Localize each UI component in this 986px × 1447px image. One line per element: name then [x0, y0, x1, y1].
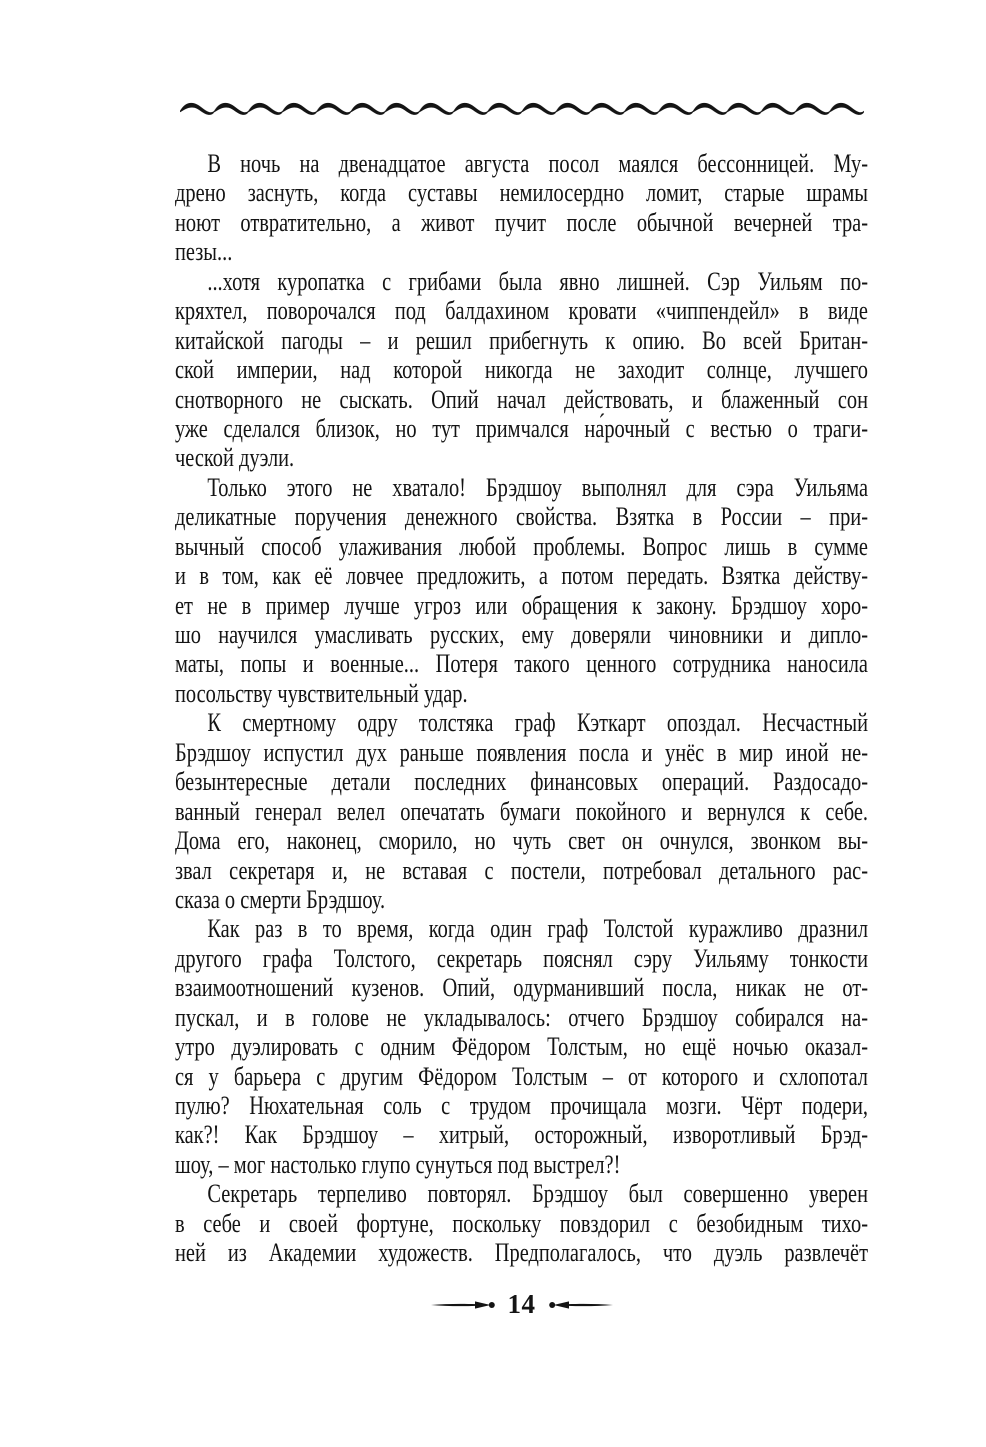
text-line: снотворного не сыскать. Опий начал действовать, и блаженный сон [175, 383, 868, 414]
text-line: посольству чувствительный удар. [175, 677, 468, 708]
text-line: взаимоотношений кузенов. Опий, одурманивший посла, никак не от- [175, 972, 868, 1003]
paragraph [175, 914, 868, 1179]
text-line: ней из Академии художеств. Предполагалось, что дуэль развлечёт [175, 1237, 868, 1268]
text-line: Секретарь терпеливо повторял. Брэдшоу был совершенно уверен [207, 1178, 869, 1209]
paragraph [175, 267, 868, 473]
text-line: утро дуэлировать с одним Фёдором Толстым, но ещё ночью оказал- [175, 1031, 868, 1062]
paragraph [175, 708, 868, 914]
text-line: пускал, и в голове не укладывалось: отчего Брэдшоу собирался на- [175, 1001, 868, 1032]
text-line: звал секретаря и, не вставая с постели, потребовал детального рас- [175, 854, 868, 885]
text-line: маты, попы и военные... Потеря такого ценного сотрудника наносила [175, 648, 868, 679]
text-line: и в том, как её ловчее предложить, а потом передать. Взятка действу- [175, 560, 868, 591]
text-block [175, 149, 868, 1268]
text-line: сказа о смерти Брэдшоу. [175, 883, 386, 914]
text-line: безынтересные детали последних финансовых операций. Раздосадо- [175, 766, 868, 797]
text-line: как?! Как Брэдшоу – хитрый, осторожный, изворотливый Брэд- [175, 1119, 868, 1150]
text-line: Дома его, наконец, сморило, но чуть свет он очнулся, звонком вы- [175, 825, 868, 856]
text-line: К смертному одру толстяка граф Кэткарт опоздал. Несчастный [207, 707, 869, 738]
text-line: уже сделался близок, но тут примчался на́рочный с вестью о траги- [175, 412, 868, 443]
text-line: пезы... [175, 236, 233, 267]
page-footer [175, 1291, 868, 1318]
text-line: дрено заснуть, когда суставы немилосердно ломит, старые шрамы [175, 177, 868, 208]
text-line: Только этого не хватало! Брэдшоу выполнял для сэра Уильяма [207, 471, 869, 502]
paragraph [175, 149, 868, 267]
text-line: шоу, – мог настолько глупо сунуться под выстрел?! [175, 1148, 621, 1179]
text-line: ской империи, над которой никогда не заходит солнце, лучшего [175, 354, 868, 385]
text-line: вычный способ улаживания любой проблемы. Вопрос лишь в сумме [175, 530, 868, 561]
text-line: пулю? Нюхательная соль с трудом прочищала мозги. Чёрт подери, [175, 1090, 868, 1120]
text-line: Брэдшоу испустил дух раньше появления посла и унёс в мир иной не- [175, 736, 868, 767]
text-line: ноют отвратительно, а живот пучит после обычной вечерней тра- [175, 206, 868, 237]
text-line: шо научился умасливать русских, ему доверяли чиновники и дипло- [175, 619, 868, 649]
text-line: ...хотя куропатка с грибами была явно лишней. Сэр Уильям по- [207, 265, 869, 296]
left-flourish-arrow-icon [431, 1298, 497, 1312]
text-line: В ночь на двенадцатое августа посол маялся бессонницей. Му- [207, 148, 869, 178]
text-line: китайской пагоды – и решил прибегнуть к опию. Во всей Британ- [175, 324, 868, 355]
right-flourish-arrow-icon [547, 1298, 613, 1312]
text-line: ванный генерал велел опечатать бумаги покойного и вернулся к себе. [175, 795, 868, 826]
text-line: кряхтел, поворочался под балдахином кровати «чиппендейл» в виде [175, 295, 868, 326]
text-line: в себе и своей фортуне, поскольку повздорил с безобидным тихо- [175, 1207, 868, 1238]
text-line: ся у барьера с другим Фёдором Толстым – от которого и схлопотал [175, 1060, 868, 1091]
text-line: деликатные поручения денежного свойства. Взятка в России – при- [175, 501, 868, 532]
page-number: 14 [507, 1289, 536, 1319]
paragraph [175, 473, 868, 709]
wave-ornament-icon [180, 101, 864, 119]
text-line: другого графа Толстого, секретарь пояснял сэру Уильяму тонкости [175, 942, 868, 973]
paragraph [175, 1179, 868, 1267]
text-line: ческой дуэли. [175, 442, 295, 473]
text-line: Как раз в то время, когда один граф Толстой куражливо дразнил [207, 913, 869, 944]
text-line: ет не в пример лучше угроз или обращения к закону. Брэдшоу хоро- [175, 589, 868, 620]
